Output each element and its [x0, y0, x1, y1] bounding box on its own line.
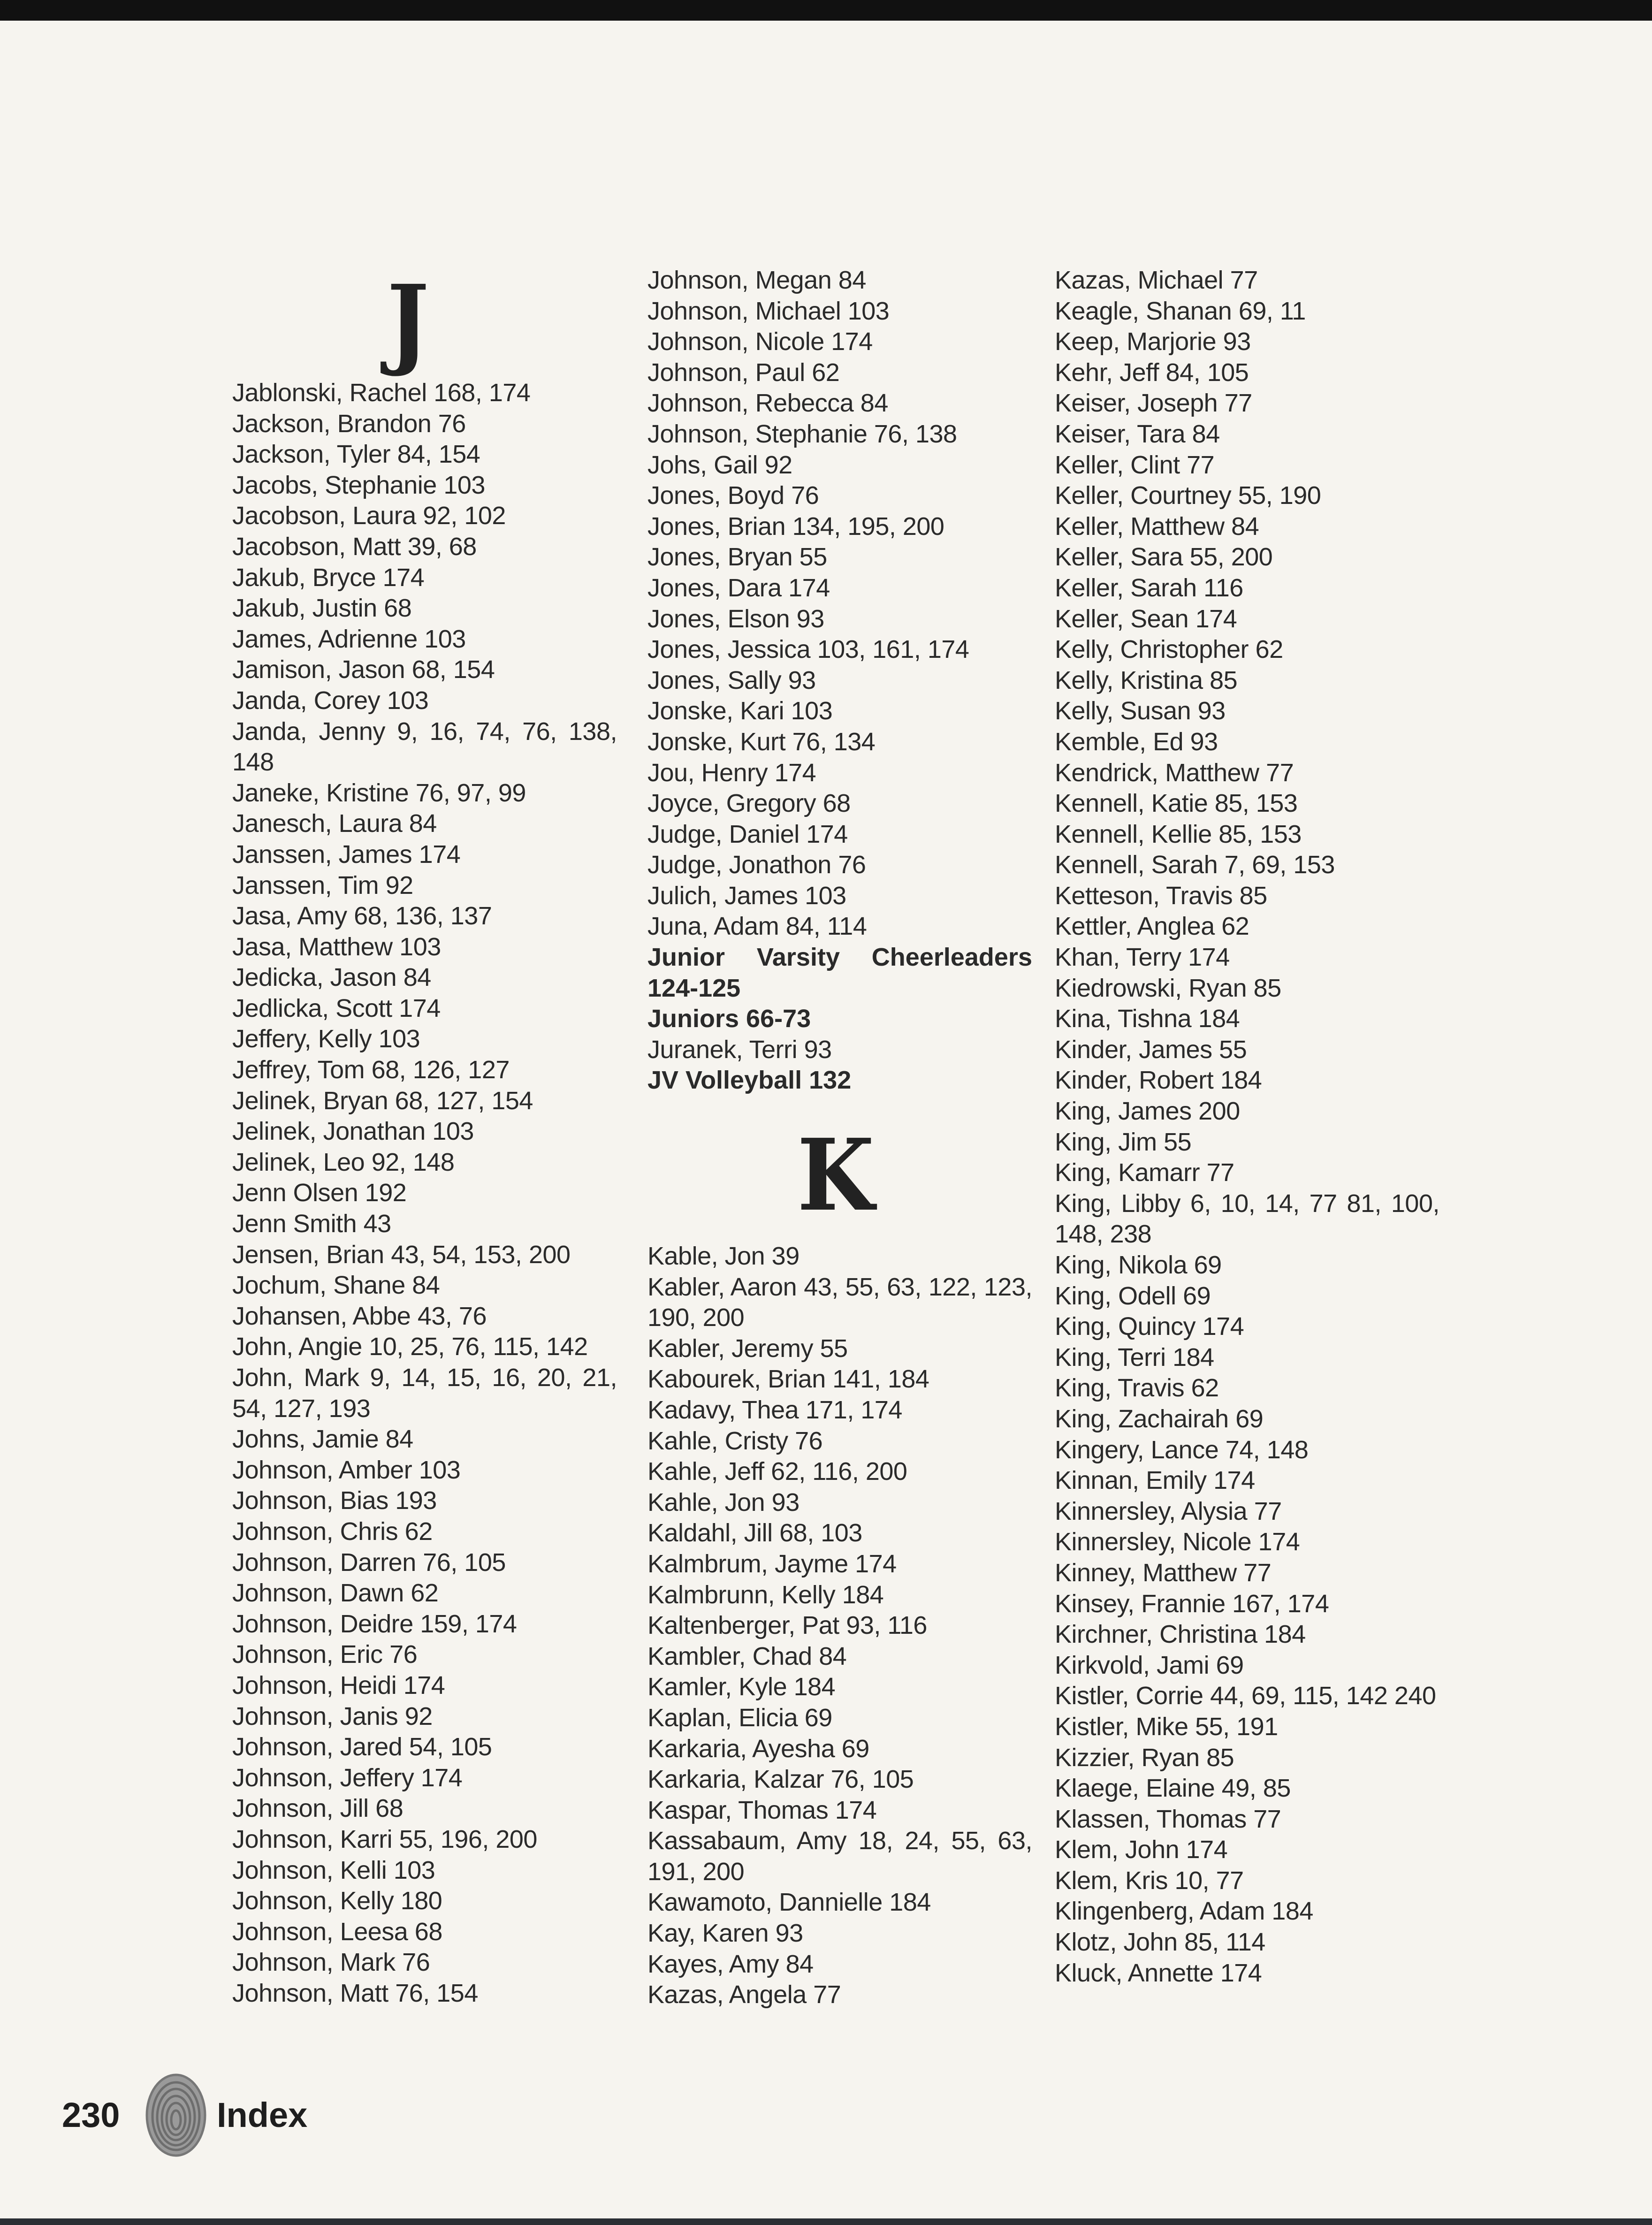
- index-entry: Johnson, Paul 62: [647, 358, 840, 387]
- page-number: 230: [62, 2095, 120, 2134]
- index-entry: Jou, Henry 174: [647, 758, 816, 787]
- index-entry: Kluck, Annette 174: [1055, 1958, 1262, 1987]
- section-letter-k: K: [797, 1117, 875, 1233]
- index-entry: Kaplan, Elicia 69: [647, 1703, 832, 1732]
- index-entry: Johnson, Amber 103: [232, 1455, 461, 1484]
- index-entry: Johnson, Kelli 103: [232, 1856, 435, 1884]
- footer-title: Index: [217, 2095, 308, 2134]
- index-entry: Kahle, Jon 93: [647, 1488, 799, 1516]
- index-entry: Johnson, Heidi 174: [232, 1671, 445, 1699]
- index-entry: Johns, Jamie 84: [232, 1425, 413, 1454]
- index-entry: Kiedrowski, Ryan 85: [1055, 974, 1281, 1002]
- index-entry: Kirkvold, Jami 69: [1055, 1651, 1244, 1679]
- index-entry: Jensen, Brian 43, 54, 153, 200: [232, 1240, 571, 1269]
- index-entry: Kinsey, Frannie 167, 174: [1055, 1589, 1329, 1618]
- index-entry: Johnson, Mark 76: [232, 1948, 430, 1977]
- index-entry: Klem, Kris 10, 77: [1055, 1866, 1244, 1895]
- index-entry: Keller, Matthew 84: [1055, 512, 1259, 541]
- index-entry: Kassabaum, Amy 18, 24, 55, 63, 191, 200: [647, 1827, 1032, 1886]
- index-entry: Jonske, Kurt 76, 134: [647, 727, 875, 756]
- index-entry: Jones, Dara 174: [647, 573, 830, 602]
- index-entry: Johnson, Darren 76, 105: [232, 1548, 506, 1577]
- index-entry: Jamison, Jason 68, 154: [232, 655, 495, 684]
- index-entry: Jablonski, Rachel 168, 174: [232, 379, 531, 407]
- index-entry: Kayes, Amy 84: [647, 1950, 814, 1978]
- index-entry: Kennell, Sarah 7, 69, 153: [1055, 851, 1335, 879]
- index-entry: Kaltenberger, Pat 93, 116: [647, 1611, 927, 1640]
- index-entry: Kemble, Ed 93: [1055, 727, 1218, 756]
- index-entry: Judge, Jonathon 76: [647, 851, 866, 879]
- index-entry: Jasa, Amy 68, 136, 137: [232, 902, 492, 930]
- index-entry: Johnson, Karri 55, 196, 200: [232, 1825, 537, 1853]
- index-entry: Johnson, Deidre 159, 174: [232, 1609, 517, 1638]
- index-entry: Keep, Marjorie 93: [1055, 328, 1251, 356]
- index-entry: King, Terri 184: [1055, 1343, 1214, 1372]
- index-entry: Kettler, Anglea 62: [1055, 912, 1249, 941]
- index-entry: Johnson, Jill 68: [232, 1794, 403, 1823]
- top-border: [0, 0, 1652, 21]
- index-entry: John, Mark 9, 14, 15, 16, 20, 21, 54, 127, 193: [232, 1364, 617, 1423]
- index-entry: Jonske, Kari 103: [647, 697, 833, 725]
- index-entry: Johnson, Eric 76: [232, 1640, 418, 1669]
- index-entry: Kizzier, Ryan 85: [1055, 1743, 1234, 1772]
- index-entry: Jones, Bryan 55: [647, 543, 827, 571]
- entry-list: [1055, 265, 1477, 1989]
- index-entry: Jelinek, Leo 92, 148: [232, 1148, 455, 1176]
- index-entry: Kendrick, Matthew 77: [1055, 758, 1294, 787]
- index-entry: Kinnersley, Nicole 174: [1055, 1528, 1300, 1556]
- index-entry: Klotz, John 85, 114: [1055, 1928, 1265, 1957]
- index-entry: Klaege, Elaine 49, 85: [1055, 1774, 1291, 1803]
- index-entry: Jelinek, Bryan 68, 127, 154: [232, 1086, 533, 1115]
- index-entry: Kahle, Cristy 76: [647, 1426, 823, 1455]
- index-entry: Johnson, Michael 103: [647, 297, 890, 325]
- index-entry: Kabler, Jeremy 55: [647, 1334, 848, 1363]
- index-entry: King, Kamarr 77: [1055, 1158, 1234, 1187]
- index-entry: Kinnersley, Alysia 77: [1055, 1497, 1282, 1525]
- index-entry-bold: JV Volleyball 132: [647, 1066, 852, 1095]
- index-entry: Jakub, Justin 68: [232, 594, 412, 623]
- index-entry: Keller, Courtney 55, 190: [1055, 481, 1321, 510]
- index-entry: Khan, Terry 174: [1055, 943, 1230, 972]
- index-entry: Kelly, Kristina 85: [1055, 666, 1238, 694]
- index-entry: Jones, Jessica 103, 161, 174: [647, 635, 969, 664]
- index-entry: Keller, Sean 174: [1055, 604, 1237, 633]
- index-entry: Janssen, James 174: [232, 840, 461, 869]
- index-entry: Kadavy, Thea 171, 174: [647, 1395, 902, 1424]
- index-entry: Kingery, Lance 74, 148: [1055, 1435, 1309, 1464]
- index-entry: Kinney, Matthew 77: [1055, 1558, 1271, 1587]
- index-entry: Jacobs, Stephanie 103: [232, 471, 485, 499]
- index-entry: Klassen, Thomas 77: [1055, 1805, 1281, 1833]
- index-entry: Kazas, Angela 77: [647, 1981, 841, 2009]
- index-entry: Johs, Gail 92: [647, 450, 792, 479]
- index-entry: King, Nikola 69: [1055, 1251, 1222, 1279]
- index-entry-bold: Junior Varsity Cheerleaders 124-125: [647, 943, 1032, 1002]
- index-entry: Johnson, Jared 54, 105: [232, 1733, 492, 1761]
- index-entry: Janda, Corey 103: [232, 686, 429, 715]
- index-entry: Jakub, Bryce 174: [232, 563, 425, 592]
- index-entry: Julich, James 103: [647, 881, 846, 910]
- index-entry: Keller, Clint 77: [1055, 450, 1215, 479]
- index-entry: Jones, Boyd 76: [647, 481, 819, 510]
- index-entry: Johnson, Leesa 68: [232, 1917, 442, 1946]
- index-entry: Janeke, Kristine 76, 97, 99: [232, 778, 526, 807]
- index-entry: Kabourek, Brian 141, 184: [647, 1365, 929, 1394]
- index-entry: Kambler, Chad 84: [647, 1642, 847, 1670]
- index-entry: Keiser, Tara 84: [1055, 419, 1220, 448]
- index-entry: Kinder, Robert 184: [1055, 1066, 1262, 1095]
- index-entry: Kinder, James 55: [1055, 1035, 1247, 1064]
- index-entry: Janssen, Tim 92: [232, 871, 413, 899]
- index-entry: Jackson, Brandon 76: [232, 409, 466, 438]
- index-entry: Joyce, Gregory 68: [647, 789, 851, 818]
- index-entry: Kawamoto, Dannielle 184: [647, 1888, 931, 1917]
- index-entry: Johnson, Jeffery 174: [232, 1763, 463, 1792]
- index-entry: Jones, Brian 134, 195, 200: [647, 512, 944, 541]
- index-entry: Keller, Sara 55, 200: [1055, 543, 1273, 571]
- index-entry: Jeffery, Kelly 103: [232, 1025, 420, 1053]
- index-entry: Kaspar, Thomas 174: [647, 1796, 877, 1824]
- index-entry: Johnson, Megan 84: [647, 266, 866, 294]
- index-entry: Kahle, Jeff 62, 116, 200: [647, 1457, 907, 1486]
- index-entry: Johnson, Janis 92: [232, 1702, 433, 1730]
- index-entry: Keagle, Shanan 69, 11: [1055, 297, 1306, 325]
- index-entry: John, Angie 10, 25, 76, 115, 142: [232, 1333, 588, 1361]
- section-letter-j: J: [387, 263, 429, 379]
- index-entry: Kaldahl, Jill 68, 103: [647, 1519, 862, 1547]
- index-entry: Jedlicka, Scott 174: [232, 994, 441, 1022]
- index-entry: Kable, Jon 39: [647, 1242, 799, 1270]
- entry-list-j: [647, 265, 1070, 1096]
- index-entry: Kabler, Aaron 43, 55, 63, 122, 123, 190, 200: [647, 1273, 1032, 1332]
- index-entry: Keller, Sarah 116: [1055, 573, 1243, 602]
- index-entry: Johnson, Nicole 174: [647, 328, 873, 356]
- index-entry: Johnson, Dawn 62: [232, 1579, 439, 1608]
- index-entry: James, Adrienne 103: [232, 625, 466, 653]
- index-entry: Johnson, Chris 62: [232, 1517, 433, 1546]
- index-entry: Kamler, Kyle 184: [647, 1673, 836, 1701]
- index-entry: King, Quincy 174: [1055, 1312, 1244, 1341]
- index-entry: Kennell, Kellie 85, 153: [1055, 820, 1302, 848]
- index-entry: Kehr, Jeff 84, 105: [1055, 358, 1249, 387]
- index-entry: King, Travis 62: [1055, 1374, 1219, 1402]
- index-entry: Kirchner, Christina 184: [1055, 1620, 1306, 1649]
- index-entry: Juranek, Terri 93: [647, 1035, 832, 1064]
- index-entry: Kennell, Katie 85, 153: [1055, 789, 1298, 818]
- index-entry: Johnson, Matt 76, 154: [232, 1979, 478, 2007]
- index-entry: Johnson, Rebecca 84: [647, 389, 888, 418]
- index-entry: Johansen, Abbe 43, 76: [232, 1302, 487, 1330]
- index-entry: King, Libby 6, 10, 14, 77 81, 100, 148, 238: [1055, 1189, 1439, 1249]
- index-entry: Jenn Olsen 192: [232, 1179, 407, 1207]
- index-entry: Jacobson, Laura 92, 102: [232, 502, 506, 530]
- index-entry: King, James 200: [1055, 1097, 1240, 1126]
- index-entry: Janda, Jenny 9, 16, 74, 76, 138, 148: [232, 717, 617, 777]
- index-entry: Judge, Daniel 174: [647, 820, 848, 848]
- index-entry: Johnson, Stephanie 76, 138: [647, 419, 957, 448]
- index-entry: King, Odell 69: [1055, 1281, 1211, 1310]
- index-entry: Janesch, Laura 84: [232, 809, 437, 838]
- index-entry: Johnson, Kelly 180: [232, 1887, 442, 1915]
- index-entry: Kistler, Mike 55, 191: [1055, 1712, 1278, 1741]
- index-entry: Kelly, Christopher 62: [1055, 635, 1283, 664]
- index-entry: Jasa, Matthew 103: [232, 932, 441, 961]
- index-entry: Juna, Adam 84, 114: [647, 912, 867, 941]
- index-entry: Karkaria, Ayesha 69: [647, 1734, 869, 1763]
- index-entry: Jenn Smith 43: [232, 1210, 391, 1238]
- index-entry: Jedicka, Jason 84: [232, 963, 431, 992]
- index-entry: Kalmbrum, Jayme 174: [647, 1549, 897, 1578]
- index-entry: Kistler, Corrie 44, 69, 115, 142 240: [1055, 1682, 1436, 1710]
- index-entry: Kazas, Michael 77: [1055, 266, 1258, 294]
- index-entry: Kina, Tishna 184: [1055, 1005, 1240, 1033]
- fingerprint-icon: [143, 2069, 209, 2158]
- index-entry: Jeffrey, Tom 68, 126, 127: [232, 1056, 510, 1084]
- bottom-border: [0, 2218, 1652, 2225]
- index-entry: Keiser, Joseph 77: [1055, 389, 1252, 418]
- index-entry: Jelinek, Jonathan 103: [232, 1117, 474, 1146]
- index-entry: Kay, Karen 93: [647, 1919, 803, 1948]
- index-entry: Johnson, Bias 193: [232, 1486, 437, 1515]
- index-entry: King, Jim 55: [1055, 1128, 1192, 1156]
- index-entry: Jones, Sally 93: [647, 666, 816, 694]
- entry-list-k: [647, 1241, 1070, 2011]
- index-entry: Jacobson, Matt 39, 68: [232, 532, 477, 561]
- index-entry: Jochum, Shane 84: [232, 1271, 440, 1300]
- index-entry: Klingenberg, Adam 184: [1055, 1897, 1313, 1926]
- index-entry-bold: Juniors 66-73: [647, 1005, 811, 1033]
- index-entry: Kalmbrunn, Kelly 184: [647, 1580, 884, 1609]
- index-entry: Ketteson, Travis 85: [1055, 881, 1267, 910]
- index-entry: Kelly, Susan 93: [1055, 697, 1226, 725]
- index-entry: Jackson, Tyler 84, 154: [232, 440, 480, 469]
- index-entry: Klem, John 174: [1055, 1836, 1228, 1864]
- index-entry: Karkaria, Kalzar 76, 105: [647, 1765, 914, 1794]
- index-entry: Jones, Elson 93: [647, 604, 824, 633]
- entry-list: [232, 378, 655, 2009]
- index-entry: Kinnan, Emily 174: [1055, 1466, 1255, 1495]
- index-entry: King, Zachairah 69: [1055, 1404, 1264, 1433]
